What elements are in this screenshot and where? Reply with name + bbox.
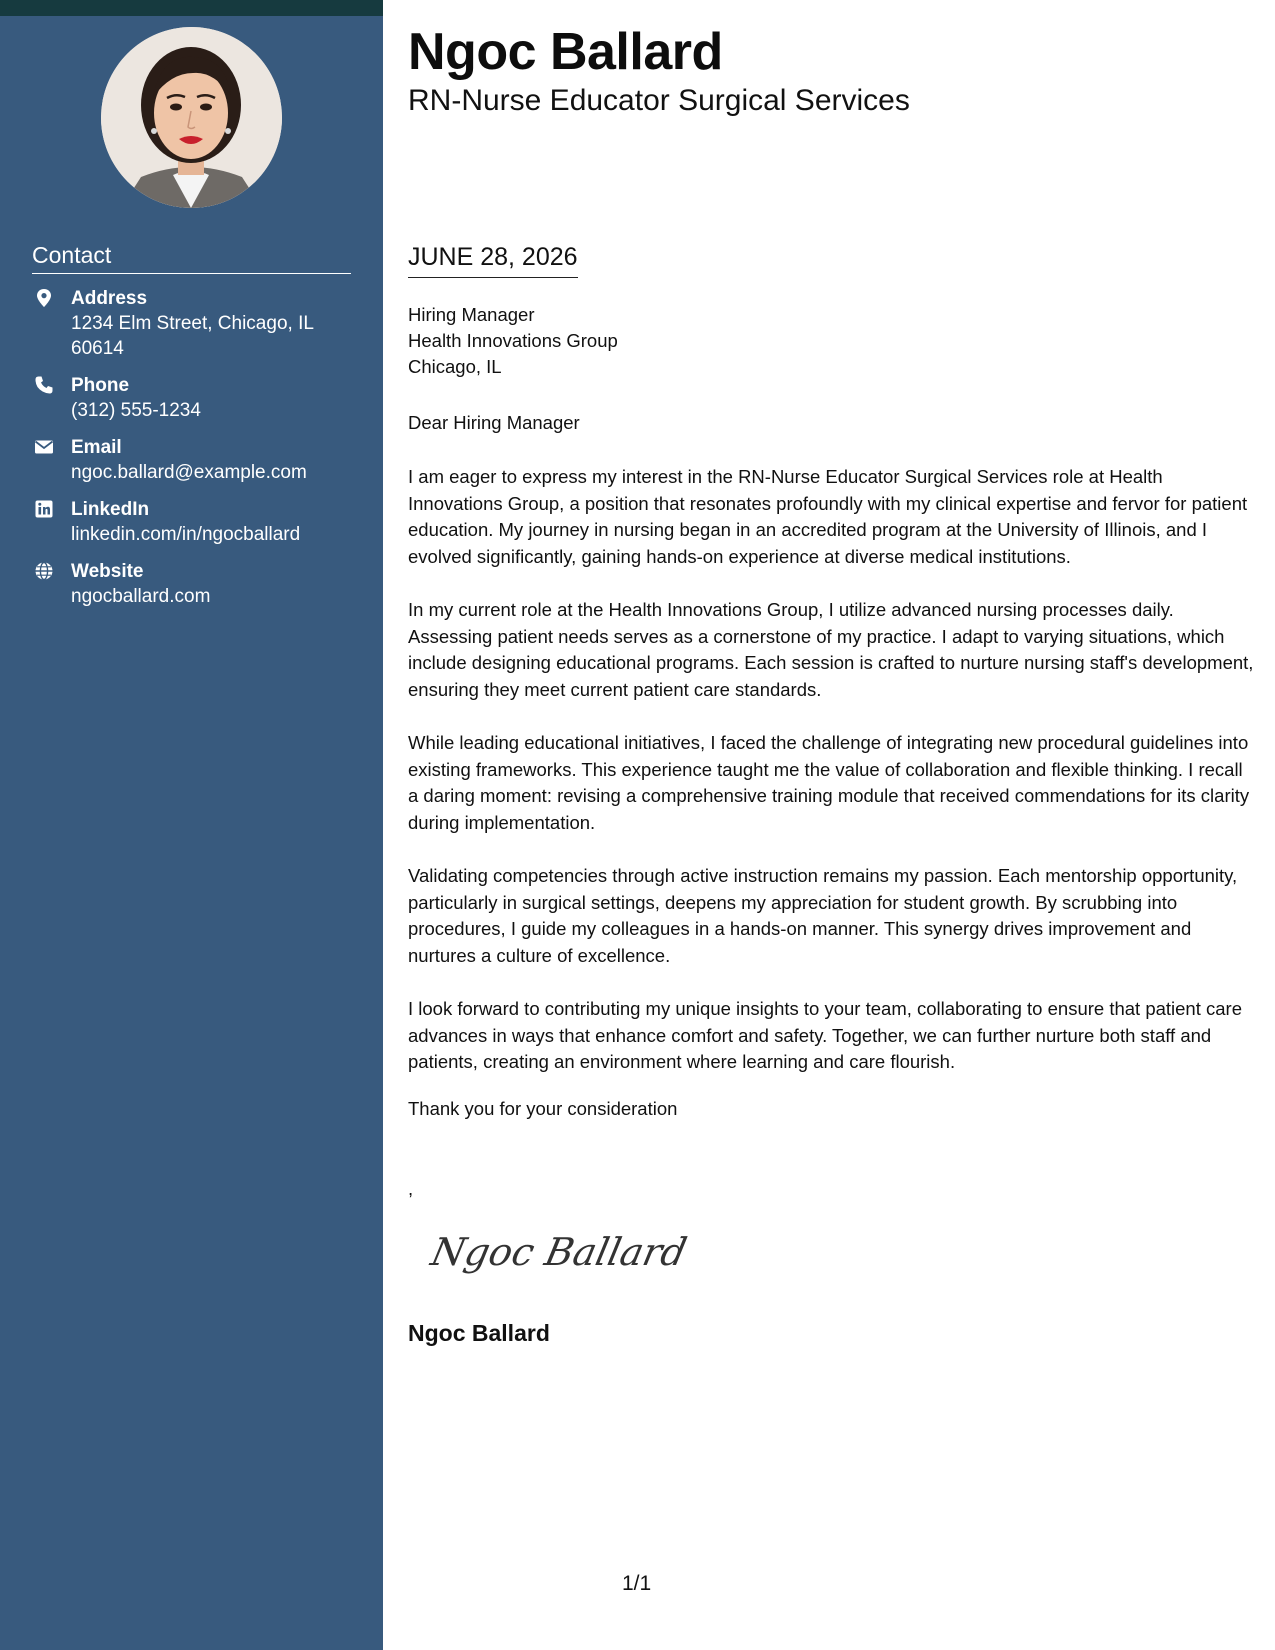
globe-icon: [34, 561, 54, 581]
signer-name: Ngoc Ballard: [408, 1320, 550, 1346]
linkedin-icon: [34, 499, 54, 519]
letter-date: JUNE 28, 2026: [408, 243, 578, 278]
contact-linkedin: [32, 497, 362, 547]
salutation: Dear Hiring Manager: [408, 412, 580, 433]
avatar: [101, 27, 282, 208]
email-label: Email: [71, 437, 122, 458]
phone-value: (312) 555-1234: [71, 400, 201, 421]
body-paragraph: Validating competencies through active instruction remains my passion. Each mentorship opportunity, particularly in surgical settings, deepens my appreciation for student growth. By scrubbing into procedures, I guide my colleagues in a hands-on manner. This synergy drives improvement and nurtures a culture of excellence.: [408, 865, 1238, 966]
recipient-block: [408, 302, 618, 380]
email-value[interactable]: ngoc.ballard@example.com: [71, 462, 307, 483]
website-value[interactable]: ngocballard.com: [71, 586, 211, 607]
applicant-role: RN-Nurse Educator Surgical Services: [408, 84, 910, 117]
recipient-company: Health Innovations Group: [408, 330, 618, 351]
closing-comma: ,: [408, 1178, 414, 1199]
website-label: Website: [71, 561, 144, 582]
sidebar-top-bar: [0, 0, 383, 16]
phone-label: Phone: [71, 375, 130, 396]
linkedin-value[interactable]: linkedin.com/in/ngocballard: [71, 524, 301, 545]
letter-body: [408, 464, 1254, 1103]
contact-list: [32, 286, 362, 621]
contact-website: [32, 559, 362, 609]
recipient-location: Chicago, IL: [408, 356, 502, 377]
body-paragraph: I am eager to express my interest in the RN-Nurse Educator Surgical Services role at Health Innovations Group, a position that resonates profoundly with my clinical expertise and fervor for patient education. My journey in nursing began in an accredited program at the University of Illinois, and I evolved significantly, gaining hands-on experience at diverse medical institutions.: [408, 466, 1248, 567]
contact-email: [32, 435, 362, 485]
contact-phone: [32, 373, 362, 423]
contact-heading: Contact: [32, 242, 351, 274]
sidebar: [0, 0, 383, 1650]
closing-line: Thank you for your consideration: [408, 1098, 678, 1119]
phone-icon: [34, 375, 54, 395]
contact-address: [32, 286, 362, 361]
applicant-name: Ngoc Ballard: [408, 23, 723, 81]
map-pin-icon: [34, 288, 54, 308]
linkedin-label: LinkedIn: [71, 499, 150, 520]
handwritten-signature: Ngoc Ballard: [427, 1230, 691, 1274]
page-number: 1/1: [622, 1572, 652, 1595]
address-label: Address: [71, 288, 148, 309]
envelope-icon: [34, 437, 54, 457]
address-value: 1234 Elm Street, Chicago, IL 60614: [71, 313, 314, 359]
recipient-title: Hiring Manager: [408, 304, 535, 325]
body-paragraph: I look forward to contributing my unique insights to your team, collaborating to ensure that patient care advances in ways that enhance comfort and safety. Together, we can further nurture both staff and patients, creating an environment where learning and care flourish.: [408, 998, 1242, 1072]
body-paragraph: While leading educational initiatives, I faced the challenge of integrating new procedural guidelines into existing frameworks. This experience taught me the value of collaboration and flexible thinking. I recall a daring moment: revising a comprehensive training module that received commendations for its clarity during implementation.: [408, 732, 1250, 833]
body-paragraph: In my current role at the Health Innovations Group, I utilize advanced nursing processes daily. Assessing patient needs serves as a cornerstone of my practice. I adapt to varying situations, which include designing educational programs. Each session is crafted to nurture nursing staff's development, ensuring they meet current patient care standards.: [408, 599, 1254, 700]
